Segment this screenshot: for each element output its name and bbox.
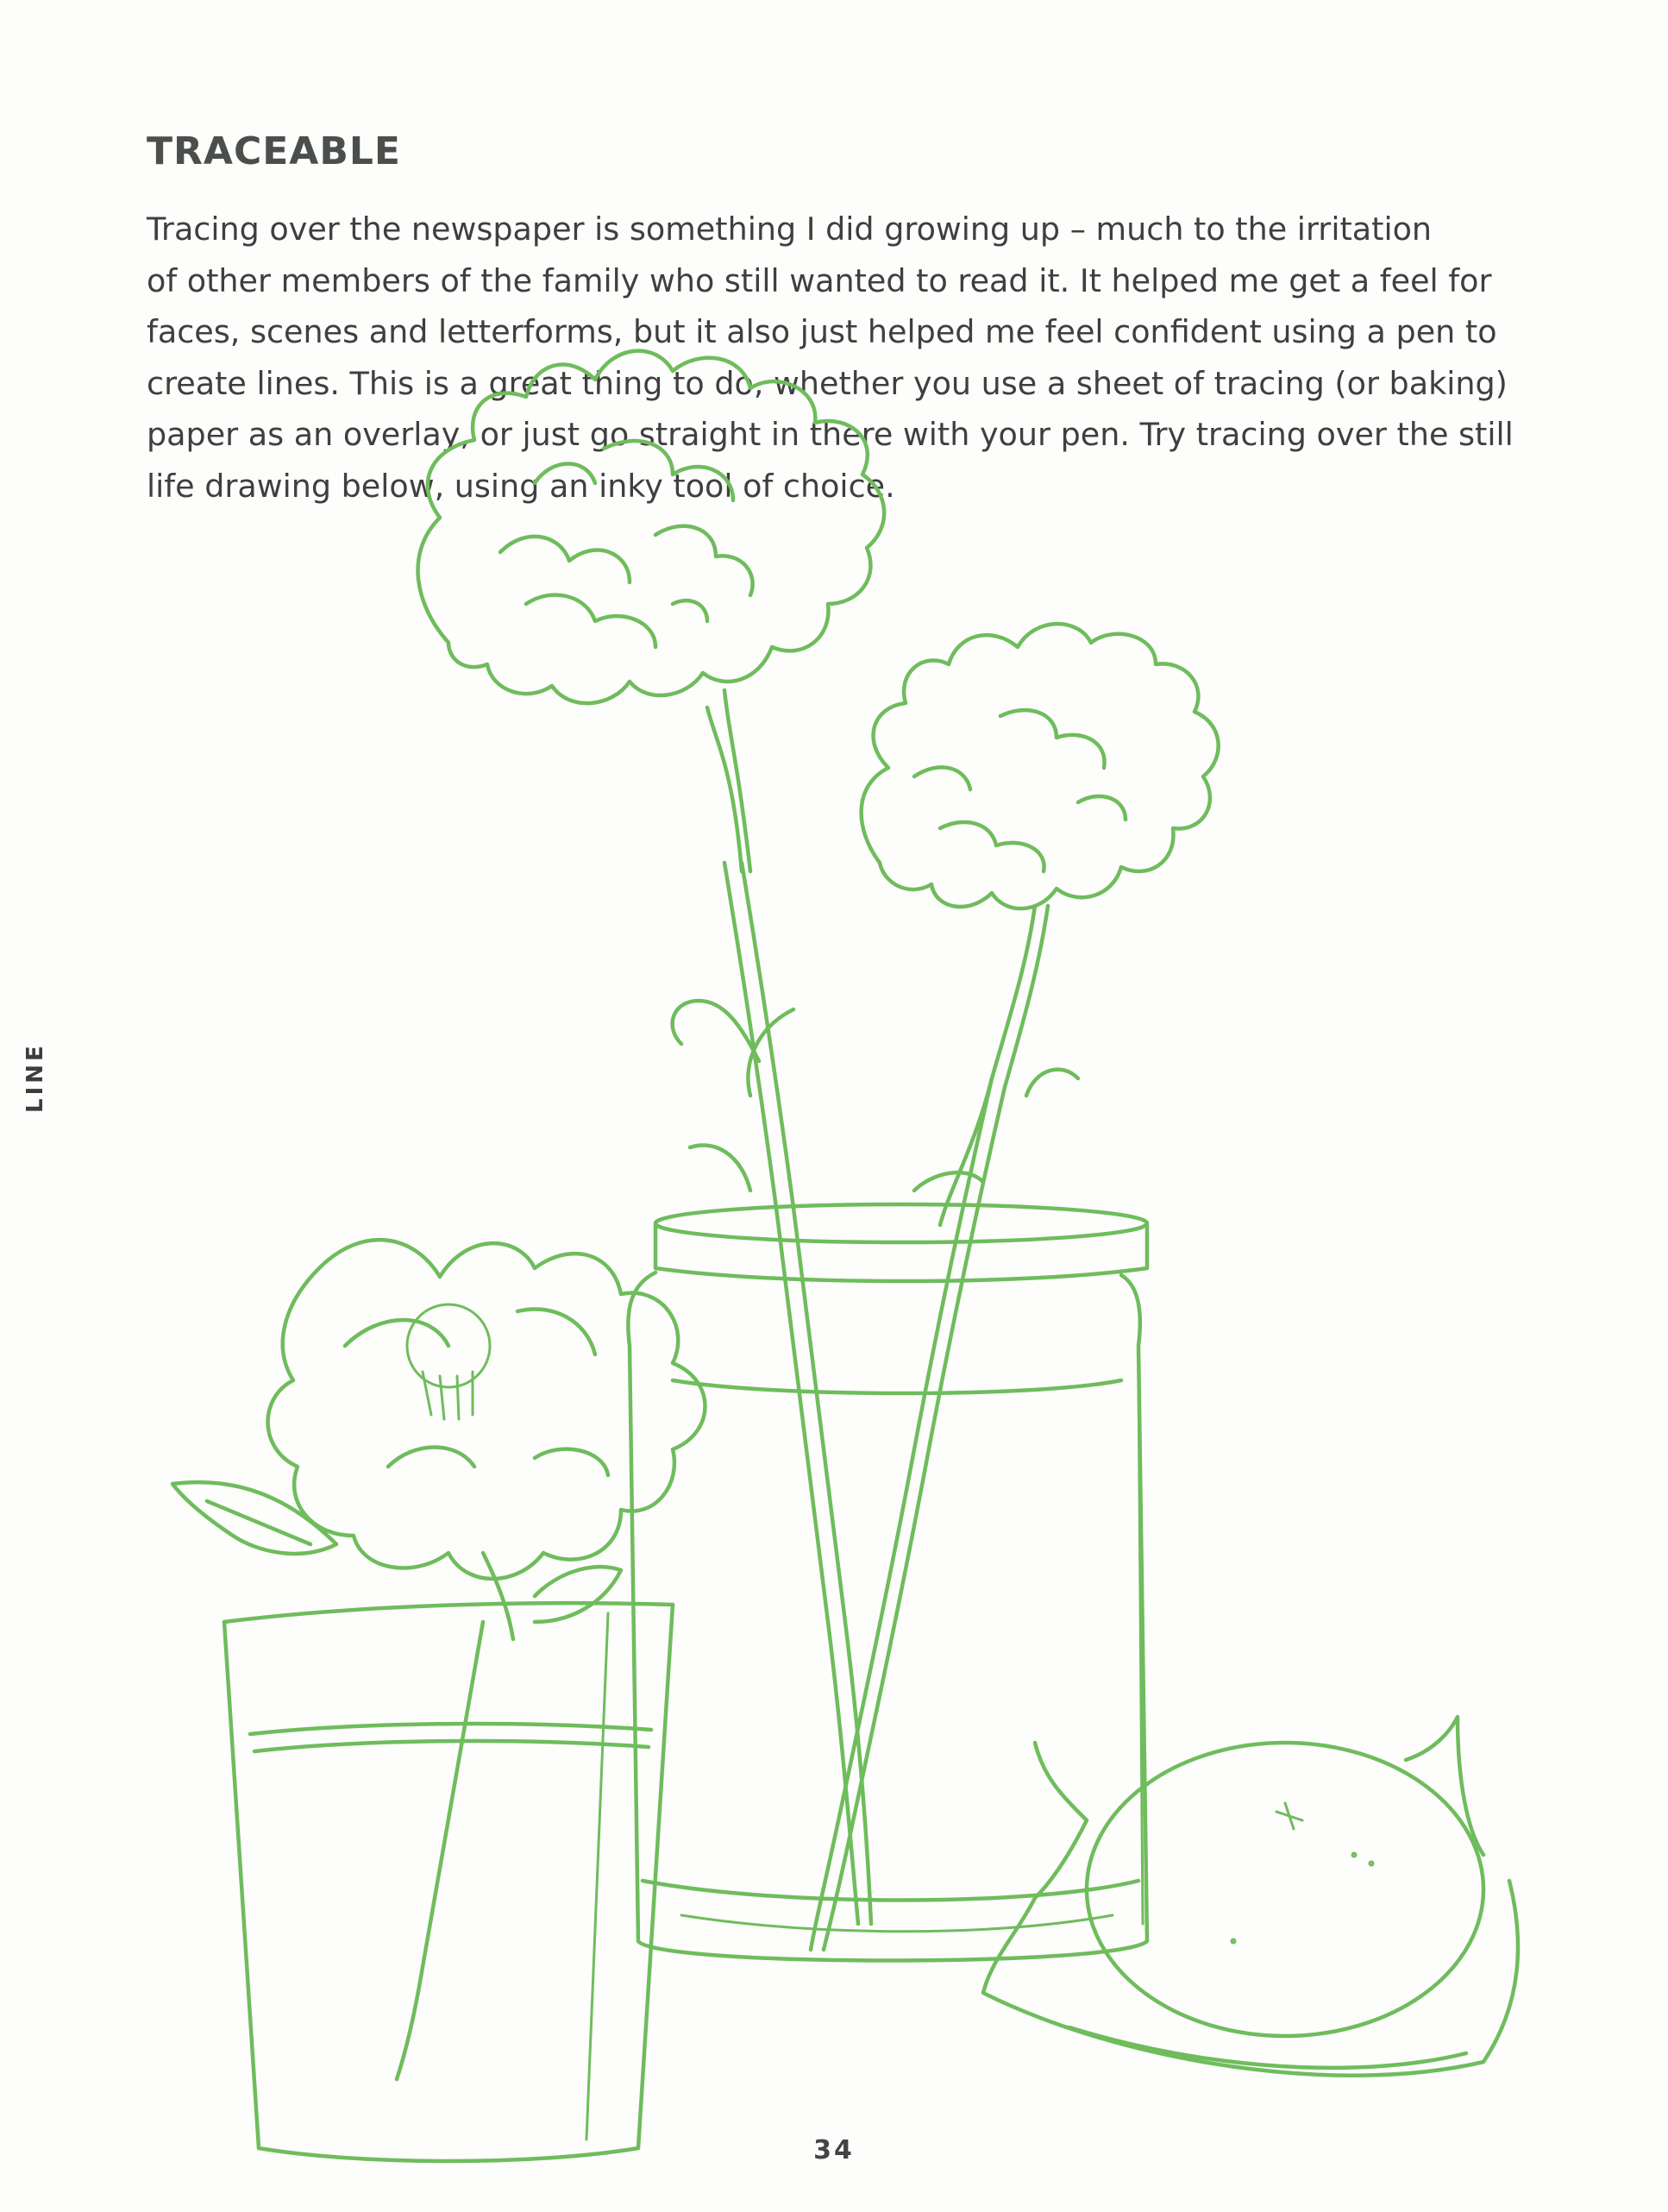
camellia-flower <box>172 1240 705 1639</box>
paragraph-line: paper as an overlay, or just go straight in there with your pen. Try tracing over the still <box>147 416 1514 453</box>
section-tab-label: LINE <box>22 1042 48 1113</box>
page-number: 34 <box>813 2135 855 2165</box>
orange-fruit <box>983 1717 1518 2076</box>
section-heading: TRACEABLE <box>147 129 401 173</box>
paragraph-line: Tracing over the newspaper is something I did growing up – much to the irritation <box>147 211 1433 248</box>
paragraph-line: of other members of the family who still wanted to read it. It helped me get a feel for <box>147 261 1492 299</box>
paragraph-line: life drawing below, using an inky tool of choice. <box>147 467 895 505</box>
carnation-flower-right <box>862 624 1219 1225</box>
paragraph-line: create lines. This is a great thing to do, whether you use a sheet of tracing (or baking) <box>147 364 1508 402</box>
carnation-flower-left <box>418 351 885 871</box>
drinking-glass <box>224 1603 673 2161</box>
paragraph-line: faces, scenes and letterforms, but it also just helped me feel confident using a pen to <box>147 313 1497 350</box>
carnation-stems <box>673 863 1078 1950</box>
